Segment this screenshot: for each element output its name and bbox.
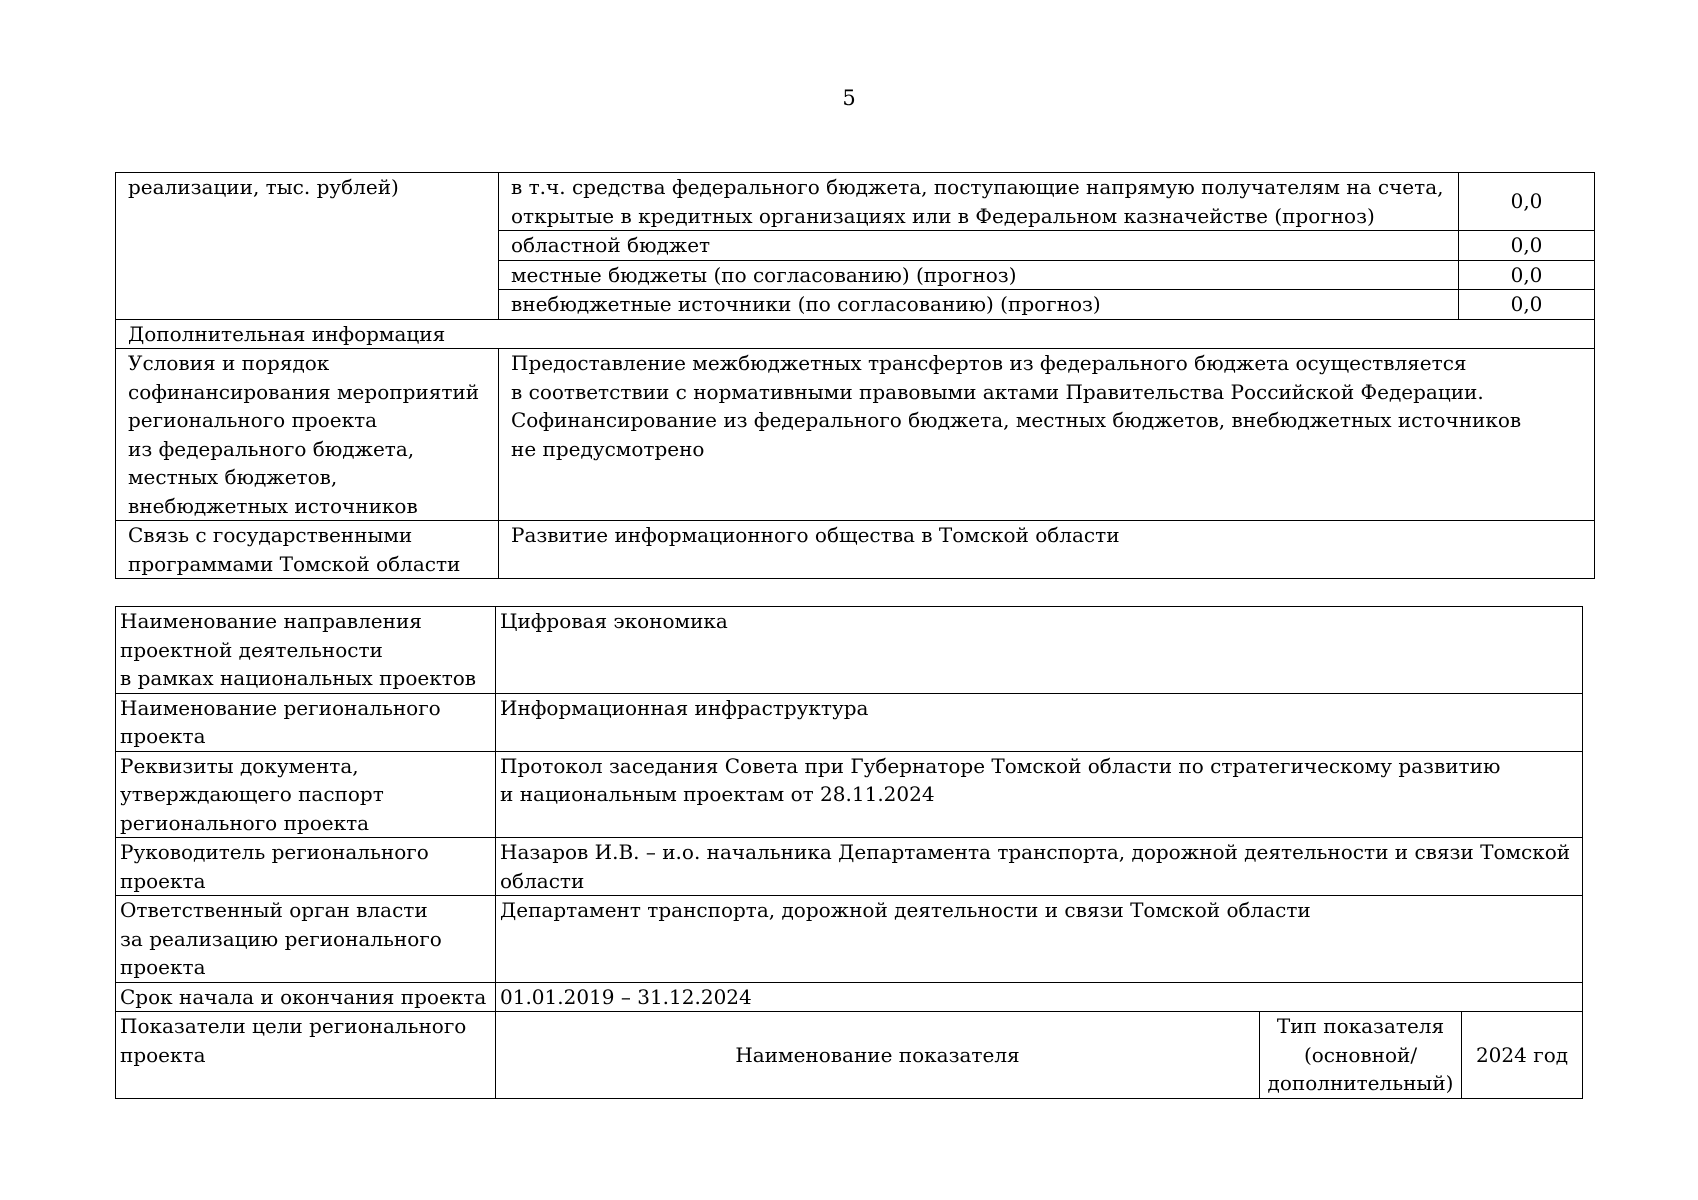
project-period-value: 01.01.2019 – 31.12.2024 — [496, 982, 1583, 1012]
funding-source-label: областной бюджет — [499, 231, 1459, 261]
project-name-label: Наименование регионального проекта — [116, 693, 496, 751]
page-number: 5 — [842, 86, 856, 110]
funding-source-label: внебюджетные источники (по согласованию) (прогноз) — [499, 290, 1459, 320]
year-header: 2024 год — [1462, 1012, 1583, 1099]
table-row — [116, 349, 1595, 521]
funding-period-label: реализации, тыс. рублей) — [116, 173, 499, 320]
table-row — [116, 521, 1595, 579]
additional-info-header: Дополнительная информация — [116, 319, 1595, 349]
document-details-value: Протокол заседания Совета при Губернаторе Томской области по стратегическому развитию и национальным проектам от 28.11.2024 — [496, 751, 1583, 838]
state-programs-label: Связь с государственными программами Томской области — [116, 521, 499, 579]
funding-value: 0,0 — [1459, 290, 1595, 320]
project-name-value: Информационная инфраструктура — [496, 693, 1583, 751]
state-programs-value: Развитие информационного общества в Томской области — [499, 521, 1595, 579]
table-row — [116, 838, 1583, 896]
table-row — [116, 319, 1595, 349]
table-row — [116, 1012, 1583, 1099]
funding-table — [115, 172, 1595, 579]
indicator-name-header: Наименование показателя — [496, 1012, 1260, 1099]
direction-name-value: Цифровая экономика — [496, 607, 1583, 694]
indicator-type-header: Тип показателя (основной/ дополнительный) — [1260, 1012, 1462, 1099]
cofinancing-value: Предоставление межбюджетных трансфертов из федерального бюджета осуществляется в соответствии с нормативными правовыми актами Правительства Российской Федерации. Софинансирование из федерального бюджета, местных бюджетов, внебюджетных источников не предусмотрено — [499, 349, 1595, 521]
table-row — [116, 693, 1583, 751]
table-row — [116, 751, 1583, 838]
cofinancing-label: Условия и порядок софинансирования мероприятий регионального проекта из федерального бюджета, местных бюджетов, внебюджетных источников — [116, 349, 499, 521]
funding-value: 0,0 — [1459, 173, 1595, 231]
responsible-body-label: Ответственный орган власти за реализацию регионального проекта — [116, 896, 496, 983]
responsible-body-value: Департамент транспорта, дорожной деятельности и связи Томской области — [496, 896, 1583, 983]
table-row — [116, 896, 1583, 983]
table-row — [116, 173, 1595, 231]
funding-value: 0,0 — [1459, 231, 1595, 261]
funding-value: 0,0 — [1459, 260, 1595, 290]
project-head-label: Руководитель регионального проекта — [116, 838, 496, 896]
funding-source-label: в т.ч. средства федерального бюджета, поступающие напрямую получателям на счета, открытые в кредитных организациях или в Федеральном казначействе (прогноз) — [499, 173, 1459, 231]
table-row — [116, 982, 1583, 1012]
indicators-label: Показатели цели регионального проекта — [116, 1012, 496, 1099]
project-head-value: Назаров И.В. – и.о. начальника Департамента транспорта, дорожной деятельности и связи Томской области — [496, 838, 1583, 896]
table-row — [116, 607, 1583, 694]
project-passport-table — [115, 606, 1583, 1099]
document-details-label: Реквизиты документа, утверждающего паспорт регионального проекта — [116, 751, 496, 838]
direction-name-label: Наименование направления проектной деятельности в рамках национальных проектов — [116, 607, 496, 694]
project-period-label: Срок начала и окончания проекта — [116, 982, 496, 1012]
funding-source-label: местные бюджеты (по согласованию) (прогноз) — [499, 260, 1459, 290]
